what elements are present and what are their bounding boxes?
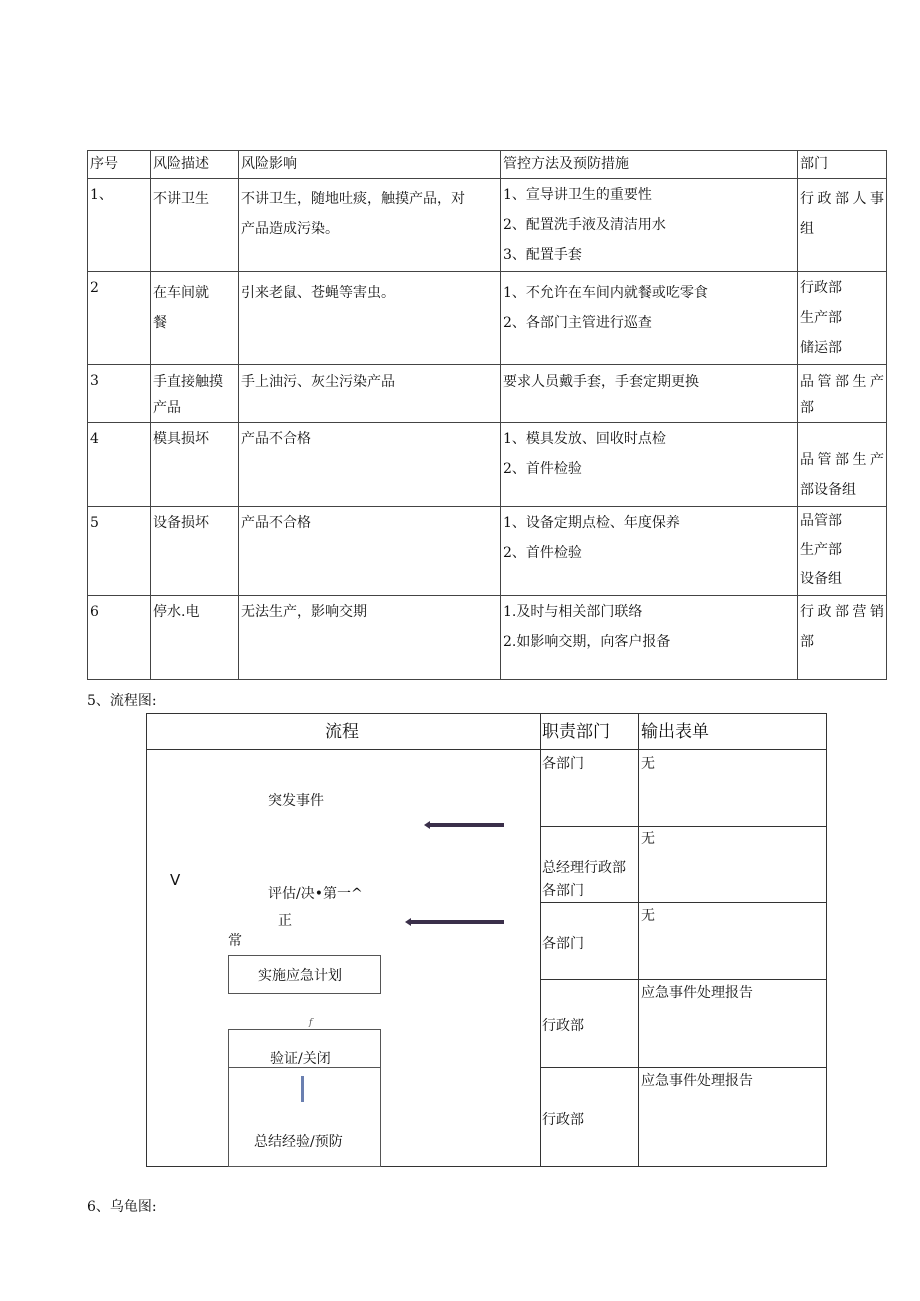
step-normal-2: 常 — [228, 933, 242, 949]
table-row — [88, 507, 887, 596]
control-line: 2、首件检验 — [503, 461, 582, 477]
row-dept — [798, 365, 887, 423]
flow-border-left — [146, 713, 147, 1167]
flow-row-divider — [540, 1067, 827, 1068]
desc-line: 停水.电 — [153, 604, 200, 620]
step-event: 突发事件 — [268, 793, 324, 809]
control-line: 1.及时与相关部门联络 — [503, 604, 643, 620]
control-line: 2、各部门主管进行巡查 — [503, 315, 652, 331]
table-row — [88, 596, 887, 680]
row-control — [501, 272, 798, 365]
header-dept: 部门 — [798, 151, 887, 179]
row-no: 2 — [88, 272, 151, 365]
flow-col-divider-2 — [638, 713, 639, 1167]
row-impact — [239, 179, 501, 272]
dept-line: 行政部营销 — [800, 604, 884, 620]
row-dept — [798, 507, 887, 596]
control-line: 2、首件检验 — [503, 545, 582, 561]
desc-line: 模具损坏 — [153, 431, 209, 447]
dept-line: 部设备组 — [800, 482, 856, 498]
impact-line: 产品不合格 — [241, 515, 311, 531]
control-line: 1、不允许在车间内就餐或吃零食 — [503, 285, 708, 301]
flow-row-form: 无 — [641, 831, 655, 847]
step-evaluate: 评估/决•第一^ — [268, 886, 363, 902]
step-verify: 验证/关闭 — [270, 1051, 331, 1067]
arrow-left-icon — [428, 823, 504, 827]
impact-line: 产品不合格 — [241, 431, 311, 447]
row-desc — [151, 365, 239, 423]
step-normal-1: 正 — [278, 913, 292, 929]
dept-line: 设备组 — [800, 571, 842, 587]
desc-line: 餐 — [153, 315, 167, 331]
control-line: 1、宣导讲卫生的重要性 — [503, 187, 652, 203]
section-5-title: 5、流程图: — [87, 693, 157, 709]
dept-line: 品管部生产 — [800, 374, 884, 390]
flow-header-dept: 职责部门 — [542, 722, 610, 742]
row-no: 1、 — [88, 179, 151, 272]
dept-line: 品管部生产 — [800, 452, 884, 468]
table-row — [88, 272, 887, 365]
dept-line: 部 — [800, 400, 814, 416]
row-control — [501, 179, 798, 272]
row-impact — [239, 507, 501, 596]
table-row — [88, 179, 887, 272]
flow-row-dept: 各部门 — [542, 883, 584, 899]
control-line: 要求人员戴手套，手套定期更换 — [503, 374, 699, 390]
dept-line: 生产部 — [800, 310, 842, 326]
control-line: 2.如影响交期，向客户报备 — [503, 634, 671, 650]
risk-table-header — [88, 151, 887, 179]
dept-line: 行政部人事 — [800, 191, 884, 207]
flow-border-right — [826, 713, 827, 1167]
row-dept — [798, 272, 887, 365]
flow-header-process: 流程 — [325, 722, 359, 742]
impact-line: 无法生产，影响交期 — [241, 604, 367, 620]
desc-line: 设备损坏 — [153, 515, 209, 531]
flow-row-dept: 行政部 — [542, 1112, 584, 1128]
row-control — [501, 507, 798, 596]
dept-line: 储运部 — [800, 340, 842, 356]
row-control — [501, 596, 798, 680]
table-row — [88, 423, 887, 507]
header-no: 序号 — [88, 151, 151, 179]
down-arrow-icon — [301, 1076, 304, 1102]
row-no: 6 — [88, 596, 151, 680]
desc-line: 不讲卫生 — [153, 191, 209, 207]
flow-row-dept: 各部门 — [542, 756, 584, 772]
header-impact: 风险影响 — [239, 151, 501, 179]
flow-row-divider — [540, 826, 827, 827]
flow-row-divider — [540, 902, 827, 903]
row-desc — [151, 272, 239, 365]
check-mark: V — [170, 871, 181, 889]
row-desc — [151, 596, 239, 680]
control-line: 2、配置洗手液及清洁用水 — [503, 217, 666, 233]
row-desc — [151, 507, 239, 596]
flow-row-form: 应急事件处理报告 — [641, 985, 753, 1001]
section-6-title: 6、乌龟图: — [87, 1199, 157, 1215]
dept-line: 行政部 — [800, 280, 842, 296]
header-control: 管控方法及预防措施 — [501, 151, 798, 179]
flow-row-dept: 行政部 — [542, 1018, 584, 1034]
flow-col-divider-1 — [540, 713, 541, 1167]
flow-row-form: 应急事件处理报告 — [641, 1073, 753, 1089]
row-impact — [239, 596, 501, 680]
row-no: 4 — [88, 423, 151, 507]
arrow-left-icon-head — [424, 821, 430, 829]
dept-line: 部 — [800, 634, 814, 650]
row-desc — [151, 179, 239, 272]
step-summary: 总结经验/预防 — [254, 1134, 343, 1150]
row-control — [501, 423, 798, 507]
row-control — [501, 365, 798, 423]
dept-line: 生产部 — [800, 542, 842, 558]
row-no: 5 — [88, 507, 151, 596]
row-desc — [151, 423, 239, 507]
row-dept — [798, 596, 887, 680]
small-mark: f — [309, 1018, 313, 1028]
flow-border-top — [146, 713, 827, 714]
flow-row-form: 无 — [641, 908, 655, 924]
control-line: 1、设备定期点检、年度保养 — [503, 515, 680, 531]
step-implement: 实施应急计划 — [258, 968, 342, 984]
impact-line: 不讲卫生，随地吐痰，触摸产品，对 — [241, 191, 465, 207]
dept-line: 组 — [800, 221, 814, 237]
control-line: 1、模具发放、回收时点检 — [503, 431, 666, 447]
row-impact — [239, 423, 501, 507]
desc-line: 在车间就 — [153, 285, 209, 301]
arrow-left-icon — [410, 920, 504, 924]
row-dept — [798, 423, 887, 507]
desc-line: 产品 — [153, 400, 181, 416]
flow-row-dept: 总经理行政部 — [542, 860, 626, 876]
impact-line: 产品造成污染。 — [241, 221, 339, 237]
row-impact — [239, 272, 501, 365]
risk-table — [87, 150, 887, 680]
flow-row-form: 无 — [641, 756, 655, 772]
header-desc: 风险描述 — [151, 151, 239, 179]
row-dept — [798, 179, 887, 272]
row-no: 3 — [88, 365, 151, 423]
row-impact — [239, 365, 501, 423]
desc-line: 手直接触摸 — [153, 374, 223, 390]
dept-line: 品管部 — [800, 513, 842, 529]
flow-header-form: 输出表单 — [641, 722, 709, 742]
impact-line: 手上油污、灰尘污染产品 — [241, 374, 395, 390]
flow-header-divider — [146, 749, 827, 750]
control-line: 3、配置手套 — [503, 247, 582, 263]
flow-row-divider — [540, 979, 827, 980]
impact-line: 引来老鼠、苍蝇等害虫。 — [241, 285, 395, 301]
flow-row-dept: 各部门 — [542, 936, 584, 952]
arrow-left-icon-head — [405, 918, 411, 926]
table-row — [88, 365, 887, 423]
